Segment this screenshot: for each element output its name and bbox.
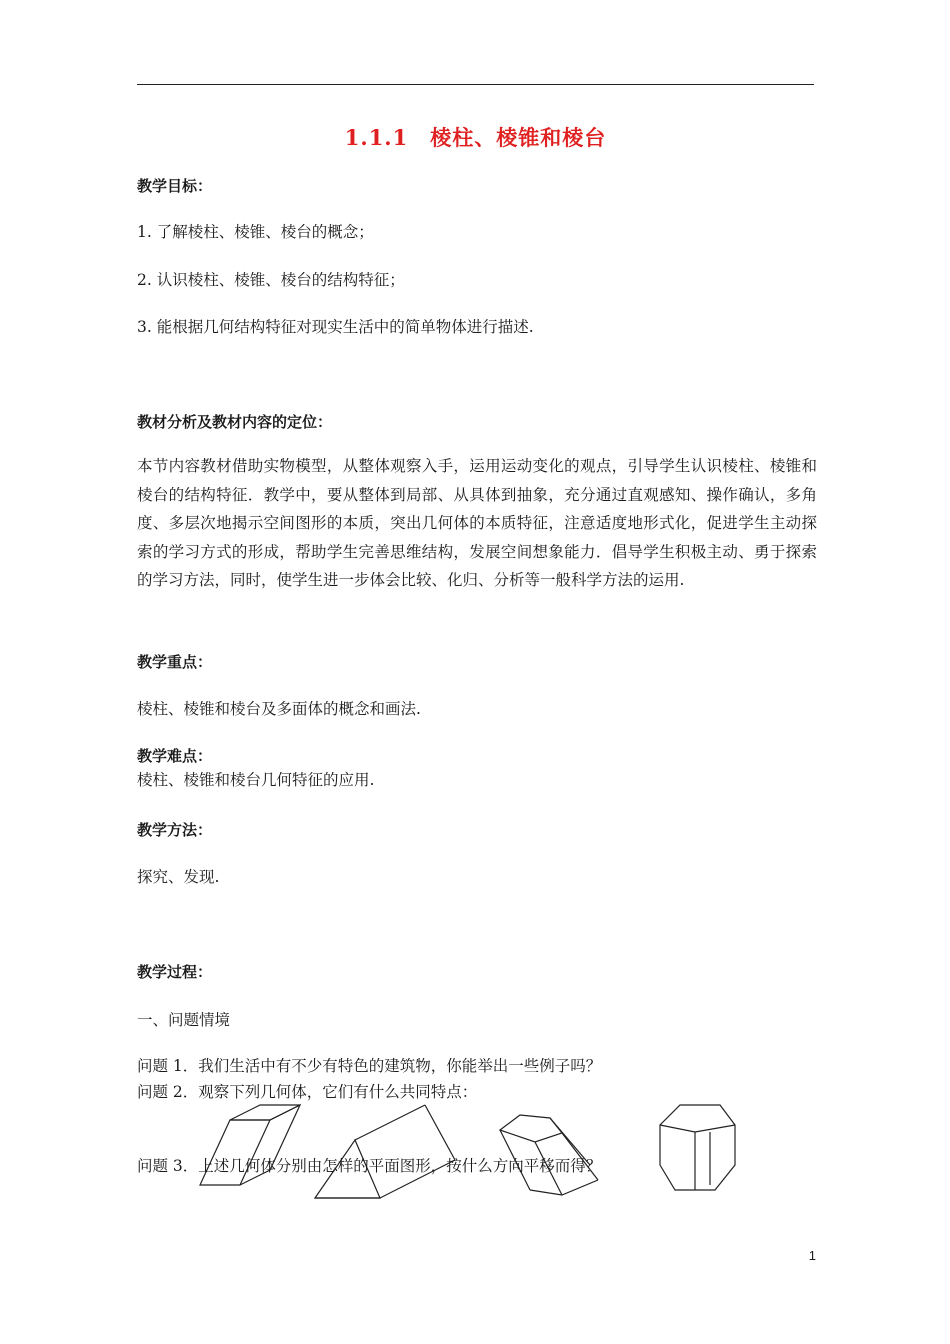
pentagonal-prism-icon bbox=[500, 1115, 598, 1195]
objectives-heading: 教学目标： bbox=[137, 177, 213, 195]
difficult-points-heading: 教学难点： bbox=[137, 747, 213, 765]
page-number: 1 bbox=[808, 1248, 816, 1263]
key-points-heading: 教学重点： bbox=[137, 653, 213, 671]
page-title: 1.1.1 棱柱、棱锥和棱台 bbox=[344, 125, 607, 150]
section-1-heading: 一、问题情境 bbox=[137, 1011, 231, 1029]
question-1: 问题 1．我们生活中有不少有特色的建筑物，你能举出一些例子吗？ bbox=[137, 1057, 602, 1075]
objective-item-1: 1. 了解棱柱、棱锥、棱台的概念； bbox=[137, 223, 374, 241]
objective-item-3: 3. 能根据几何结构特征对现实生活中的简单物体进行描述. bbox=[137, 318, 534, 336]
key-points-text: 棱柱、棱锥和棱台及多面体的概念和画法. bbox=[137, 700, 421, 718]
methods-heading: 教学方法： bbox=[137, 821, 213, 839]
objective-item-2: 2. 认识棱柱、棱锥、棱台的结构特征； bbox=[137, 271, 405, 289]
triangular-prism-icon bbox=[315, 1105, 455, 1198]
analysis-heading: 教材分析及教材内容的定位： bbox=[137, 413, 333, 431]
question-2: 问题 2．观察下列几何体，它们有什么共同特点： bbox=[137, 1083, 478, 1101]
process-heading: 教学过程： bbox=[137, 963, 213, 981]
analysis-paragraph: 本节内容教材借助实物模型，从整体观察入手，运用运动变化的观点，引导学生认识棱柱、棱锥和棱台的结构特征．教学中，要从整体到局部、从具体到抽象，充分通过直观感知、操作确认，多角度、多层次地揭示空间图形的本质，突出几何体的本质特征，注意适度地形式化，促进学生主动探索的学习方式的形成，帮助学生完善思维结构，发展空间想象能力．倡导学生积极主动、勇于探索的学习方法，同时，使学生进一步体会比较、化归、分析等一般科学方法的运用. bbox=[137, 457, 817, 589]
difficult-points-text: 棱柱、棱锥和棱台几何特征的应用. bbox=[137, 771, 375, 789]
hexagonal-prism-icon bbox=[660, 1105, 735, 1190]
methods-text: 探究、发现. bbox=[137, 868, 220, 886]
question-3: 问题 3．上述几何体分别由怎样的平面图形，按什么方向平移而得？ bbox=[137, 1157, 602, 1175]
geometry-figures bbox=[190, 1100, 750, 1210]
header-rule bbox=[137, 84, 814, 85]
